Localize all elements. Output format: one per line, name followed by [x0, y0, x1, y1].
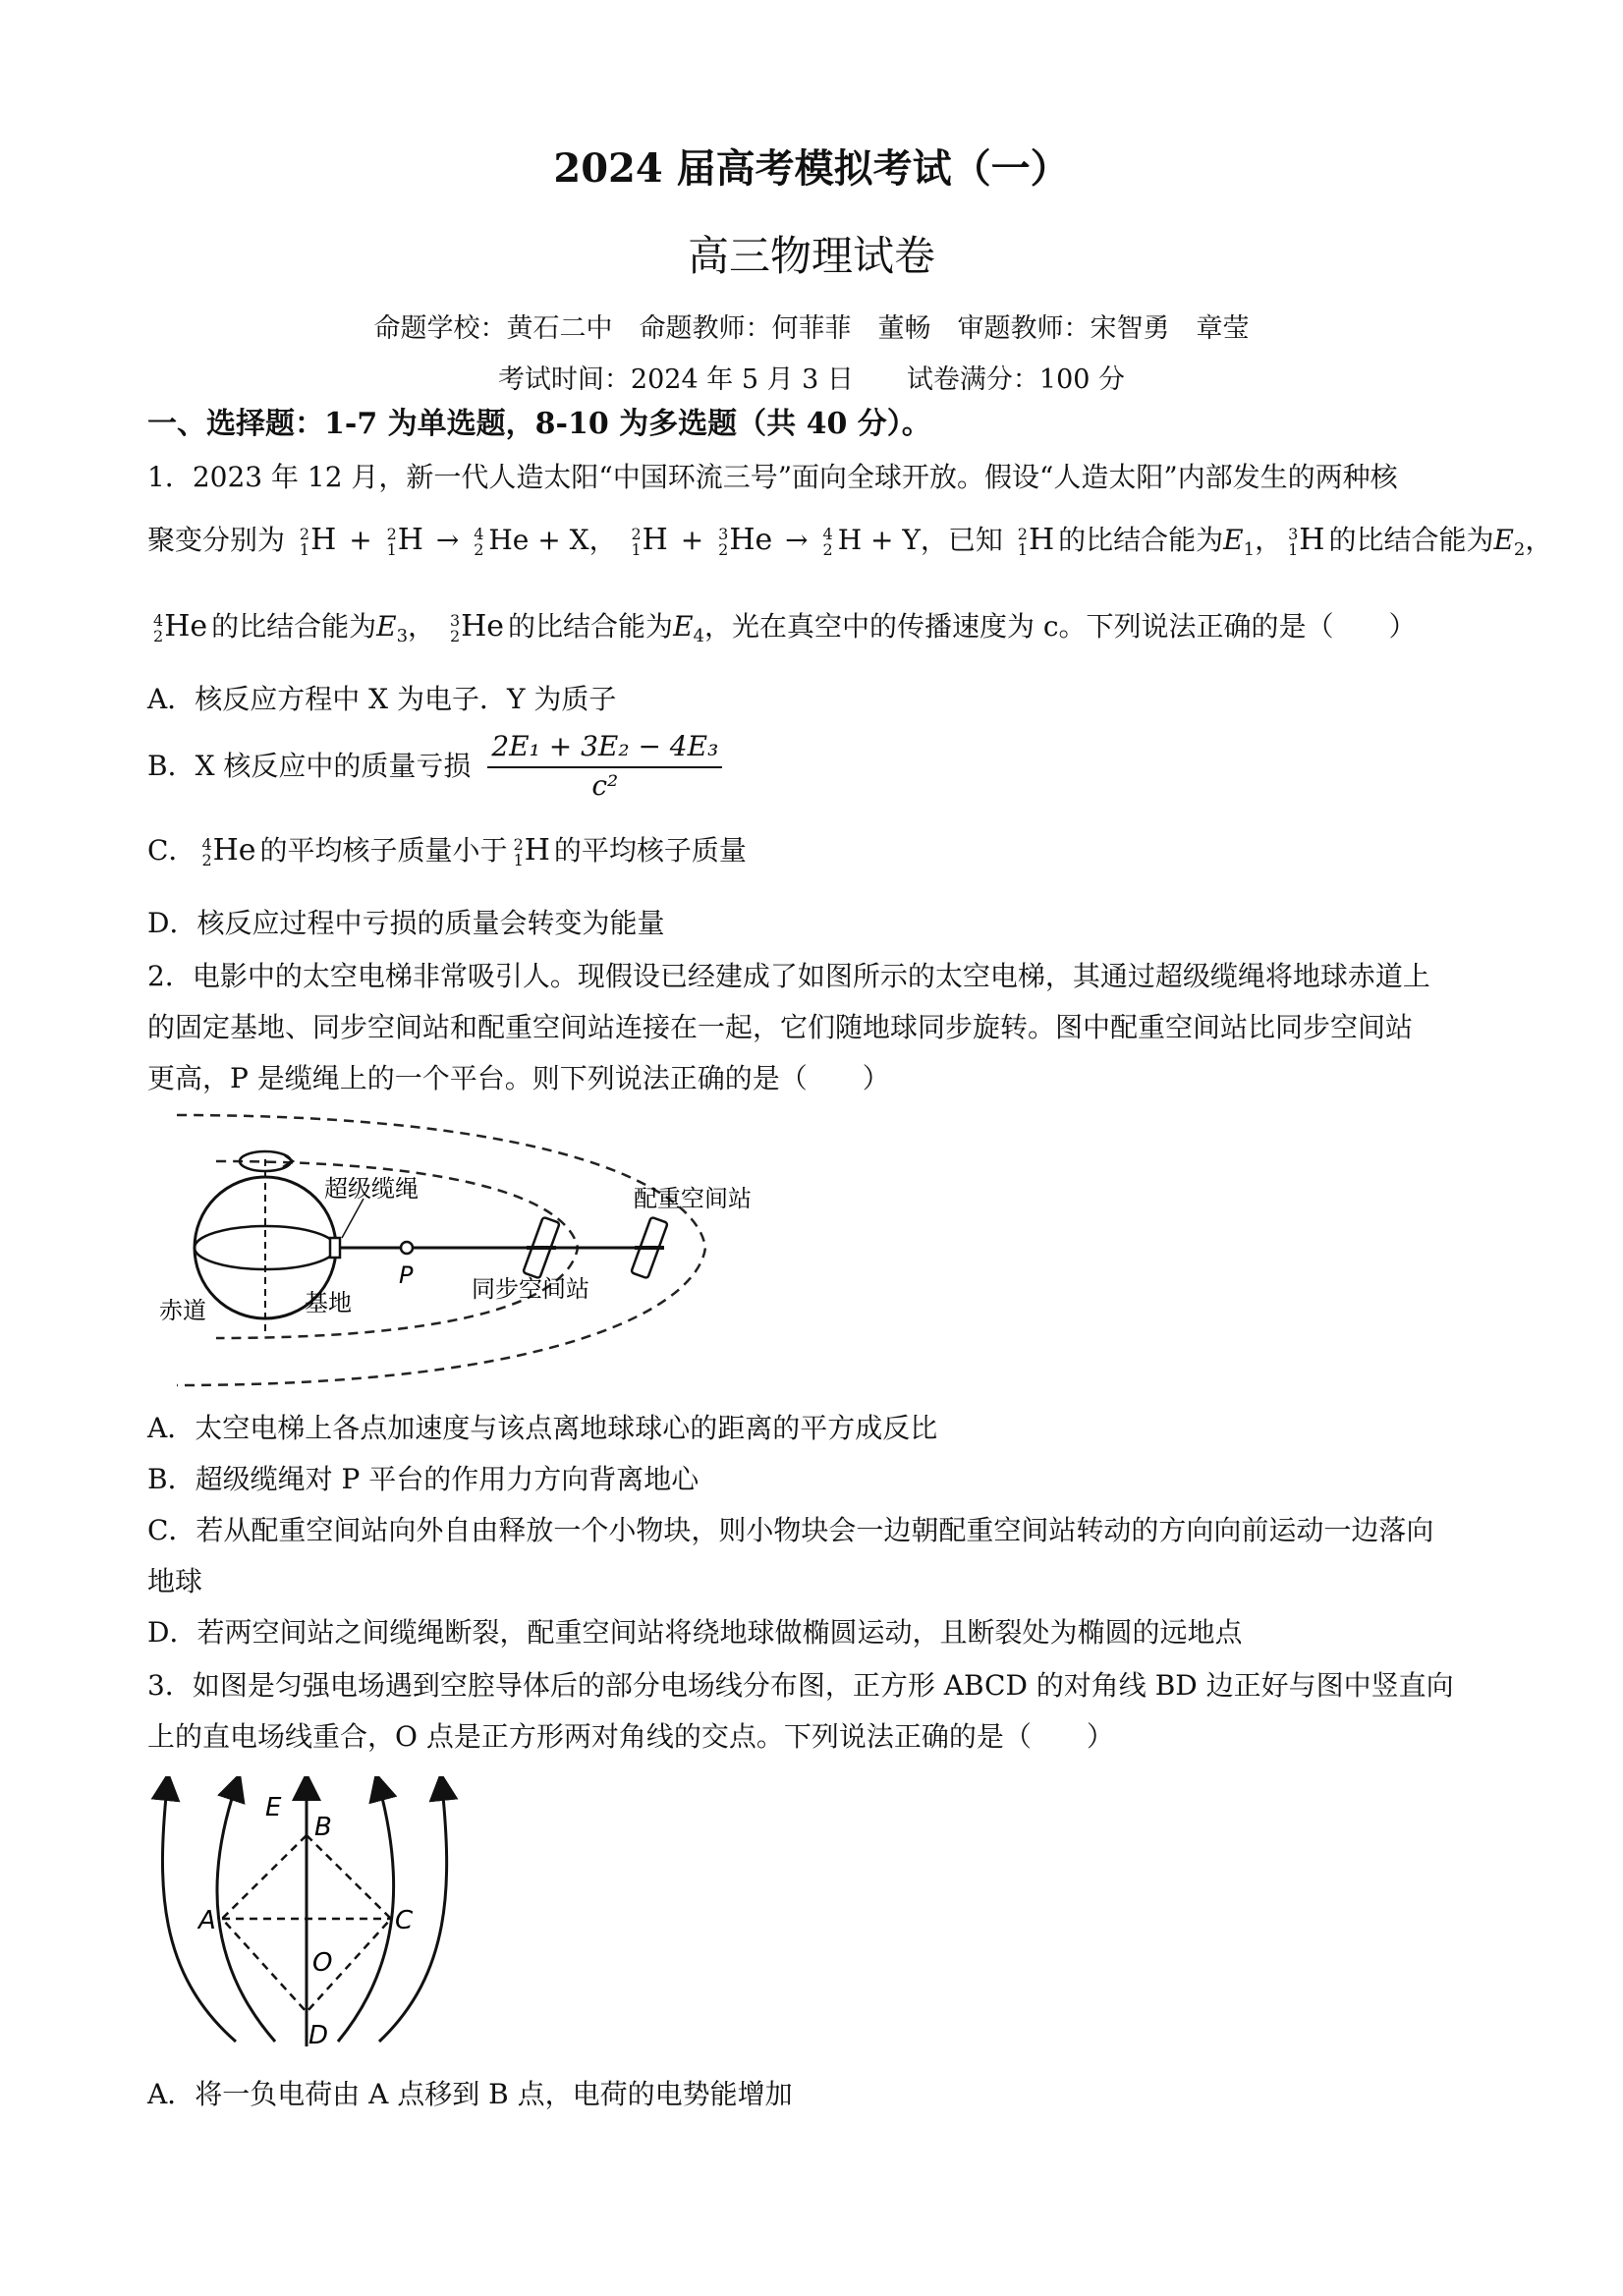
cable-leader	[342, 1199, 364, 1238]
author-info: 命题学校：黄石二中 命题教师：何菲菲 董畅 审题教师：宋智勇 章莹	[373, 313, 1250, 344]
nuclide-he4: 4 2 He	[153, 609, 208, 645]
sync-station-icon	[523, 1217, 559, 1279]
field-line-outer-right	[379, 1786, 447, 2042]
nuclide-h2: 2 1 H	[513, 833, 550, 869]
label-counterweight: 配重空间站	[634, 1185, 752, 1212]
label-e: E	[265, 1793, 282, 1822]
label-b: B	[314, 1813, 332, 1842]
q1-option-b-prefix: B．X 核反应中的质量亏损	[147, 750, 472, 782]
label-equator: 赤道	[159, 1297, 206, 1324]
q1-line3: 4 2 He 的比结合能为$E_3$， 3 2 He 的比结合能为$E_4$，光在真空中的传播速度为 c。下列说法正确的是（ ）	[153, 609, 1417, 646]
q2-option-d: D．若两空间站之间缆绳断裂，配重空间站将绕地球做椭圆运动，且断裂处为椭圆的远地点	[147, 1616, 1243, 1649]
base-marker	[330, 1238, 340, 1258]
q2-line3: 更高，P 是缆绳上的一个平台。则下列说法正确的是（ ）	[147, 1062, 890, 1094]
nuclide-he3: 3 2 He	[449, 609, 505, 645]
q2-line2: 的固定基地、同步空间站和配重空间站连接在一起，它们随地球同步旋转。图中配重空间站比同步空间站	[147, 1011, 1414, 1043]
label-a: A	[198, 1906, 216, 1935]
q2-option-c-line1: C．若从配重空间站向外自由释放一个小物块，则小物块会一边朝配重空间站转动的方向向前运动一边落向	[147, 1514, 1434, 1546]
q1-option-a: A．核反应方程中 X 为电子．Y 为质子	[147, 683, 617, 715]
reaction2-tail: H + Y，已知	[837, 524, 1003, 556]
mass-defect-fraction	[487, 729, 722, 804]
q1-line2: 聚变分别为 2 1 H + 2 1 H → 4 2 He + X， 2 1 H + 3 2 He → 4 2 H + Y，已知 2 1 H 的比结合能为$E_1$， 3 1 H 的比结合能为$E_2$，	[147, 523, 1553, 560]
binding-text: 的比结合能为	[1058, 524, 1224, 556]
q1-option-c	[147, 831, 1493, 870]
q1-option-c-tail: 的平均核子质量	[553, 834, 747, 867]
q1-line1: 1．2023 年 12 月，新一代人造太阳“中国环流三号”面向全球开放。假设“人造太阳”内部发生的两种核	[147, 461, 1398, 493]
label-base: 基地	[305, 1289, 352, 1316]
section-heading: 一、选择题：1-7 为单选题，8-10 为多选题（共 40 分）。	[147, 407, 931, 441]
q1-option-b	[147, 729, 1493, 817]
space-elevator-figure	[147, 1100, 786, 1395]
label-o: O	[312, 1948, 333, 1978]
nuclide-he4: 4 2 He	[201, 833, 256, 869]
fraction-numerator: 2E₁ + 3E₂ − 4E₃	[487, 729, 722, 768]
label-p: P	[399, 1261, 414, 1289]
q2-option-c-line2: 地球	[147, 1565, 203, 1597]
nuclide-h2: 2 1 H	[299, 523, 337, 559]
label-d: D	[308, 2021, 329, 2050]
electric-field-figure	[147, 1776, 481, 2061]
q1-option-c-mid: 的平均核子质量小于	[259, 834, 508, 867]
nuclide-h2: 2 1 H	[631, 523, 668, 559]
nuclide-h2: 2 1 H	[1017, 523, 1055, 559]
exam-info: 考试时间：2024 年 5 月 3 日 试卷满分：100 分	[497, 364, 1126, 395]
fraction-denominator: c²	[591, 769, 619, 802]
q3-line2: 上的直电场线重合，O 点是正方形两对角线的交点。下列说法正确的是（ ）	[147, 1720, 1114, 1753]
nuclide-h2: 2 1 H	[386, 523, 423, 559]
nuclide-he3: 3 2 He	[718, 523, 773, 559]
q3-option-a: A．将一负电荷由 A 点移到 B 点，电荷的电势能增加	[147, 2078, 793, 2110]
platform-p-dot	[401, 1242, 413, 1254]
nuclide-h3: 3 1 H	[1288, 523, 1325, 559]
q3-line1: 3．如图是匀强电场遇到空腔导体后的部分电场线分布图，正方形 ABCD 的对角线 BD 边正好与图中竖直向	[147, 1669, 1454, 1702]
exam-title: 2024 届高考模拟考试（一）	[553, 145, 1070, 192]
nuclide-h4: 4 2	[822, 524, 833, 559]
binding-text: 的比结合能为	[1328, 524, 1494, 556]
q2-line1: 2．电影中的太空电梯非常吸引人。现假设已经建成了如图所示的太空电梯，其通过超级缆绳将地球赤道上	[147, 960, 1430, 992]
counterweight-station-icon	[631, 1217, 667, 1279]
q1-option-d: D．核反应过程中亏损的质量会转变为能量	[147, 907, 665, 939]
q1-line2-prefix: 聚变分别为	[147, 524, 286, 556]
q2-option-a: A．太空电梯上各点加速度与该点离地球球心的距离的平方成反比	[147, 1412, 938, 1444]
label-c: C	[395, 1906, 414, 1935]
q1-line3-tail: ，光在真空中的传播速度为 c。下列说法正确的是（ ）	[703, 610, 1417, 643]
nuclide-he4: 4 2	[474, 524, 484, 559]
q1-option-c-prefix: C．	[147, 834, 196, 867]
label-cable: 超级缆绳	[324, 1175, 419, 1203]
exam-subtitle: 高三物理试卷	[687, 232, 935, 280]
label-sync-station: 同步空间站	[472, 1275, 589, 1303]
binding-text: 的比结合能为	[211, 610, 377, 643]
outer-orbit-dashed	[177, 1115, 705, 1385]
binding-text: 的比结合能为	[508, 610, 674, 643]
q2-option-b: B．超级缆绳对 P 平台的作用力方向背离地心	[147, 1463, 700, 1495]
reaction1-tail: He + X，	[488, 524, 617, 556]
